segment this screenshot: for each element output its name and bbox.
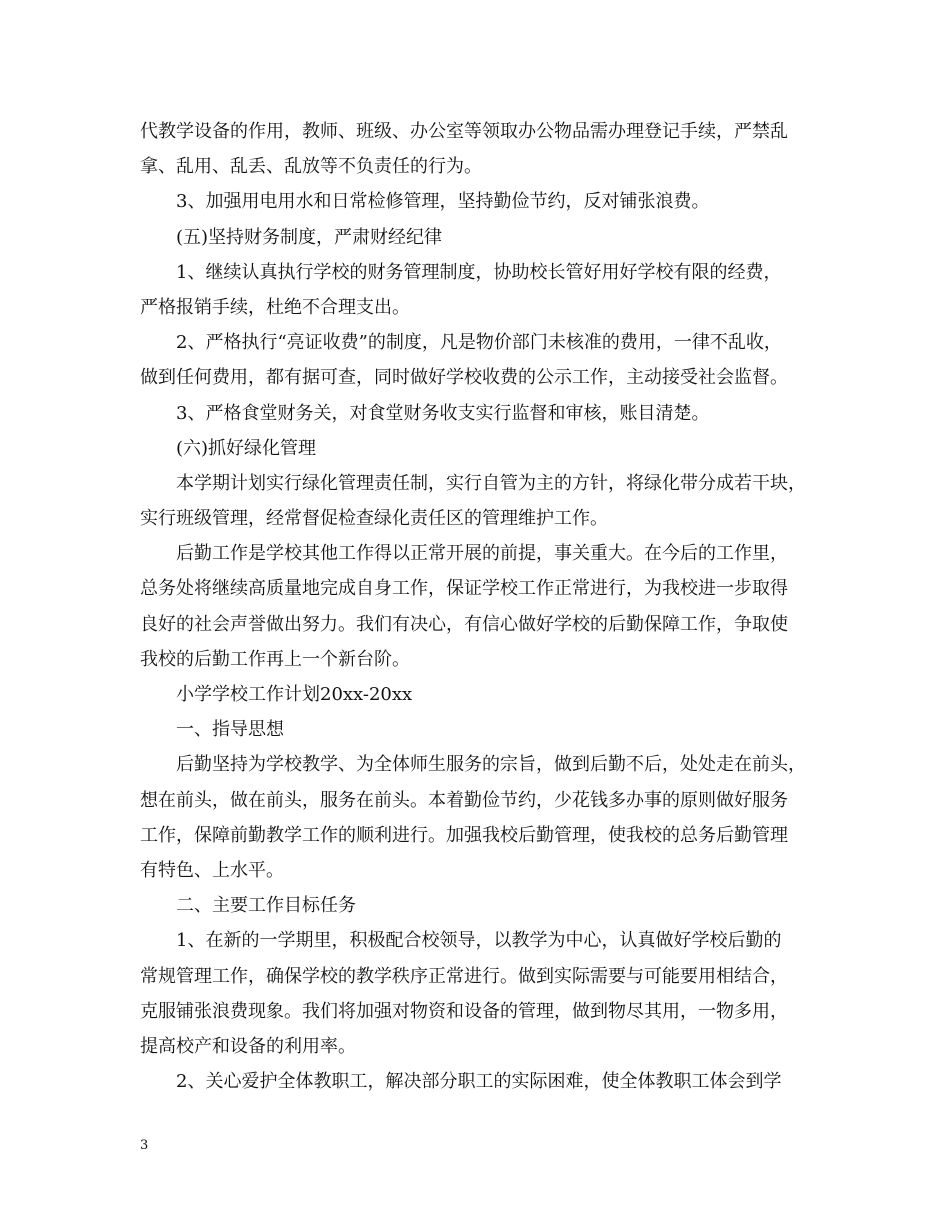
paragraph-line: 想在前头，做在前头，服务在前头。本着勤俭节约，少花钱多办事的原则做好服务 — [140, 789, 788, 811]
section-heading: (五)坚持财务制度，严肃财经纪律 — [176, 226, 443, 248]
paragraph-line: 良好的社会声誉做出努力。我们有决心，有信心做好学校的后勤保障工作，争取使 — [140, 613, 788, 635]
paragraph-line: 我校的后勤工作再上一个新台阶。 — [140, 648, 410, 670]
paragraph-line: 1、继续认真执行学校的财务管理制度，协助校长管好用好学校有限的经费， — [176, 261, 782, 283]
paragraph-line: 2、关心爱护全体教职工，解决部分职工的实际困难，使全体教职工体会到学 — [176, 1071, 782, 1093]
paragraph-line: 后勤坚持为学校教学、为全体师生服务的宗旨，做到后勤不后，处处走在前头， — [176, 754, 806, 776]
paragraph-line: 拿、乱用、乱丢、乱放等不负责任的行为。 — [140, 156, 482, 178]
paragraph-line: 后勤工作是学校其他工作得以正常开展的前提，事关重大。在今后的工作里， — [176, 543, 788, 565]
paragraph-line: 严格报销手续，杜绝不合理支出。 — [140, 296, 410, 318]
paragraph-line: 提高校产和设备的利用率。 — [140, 1035, 356, 1057]
paragraph-line: 常规管理工作，确保学校的教学秩序正常进行。做到实际需要与可能要用相结合， — [140, 965, 788, 987]
paragraph-line: 克服铺张浪费现象。我们将加强对物资和设备的管理，做到物尽其用，一物多用， — [140, 1000, 788, 1022]
page-number: 3 — [140, 1138, 149, 1153]
paragraph-line: 实行班级管理，经常督促检查绿化责任区的管理维护工作。 — [140, 508, 608, 530]
section-heading: 二、主要工作目标任务 — [176, 895, 356, 917]
paragraph-line: 代教学设备的作用，教师、班级、办公室等领取办公物品需办理登记手续，严禁乱 — [140, 121, 788, 142]
section-heading: (六)抓好绿化管理 — [176, 437, 317, 459]
paragraph-line: 1、在新的一学期里，积极配合校领导，以教学为中心，认真做好学校后勤的 — [176, 930, 782, 952]
paragraph-line: 3、加强用电用水和日常检修管理，坚持勤俭节约，反对铺张浪费。 — [176, 191, 710, 213]
paragraph-line: 本学期计划实行绿化管理责任制，实行自管为主的方针，将绿化带分成若干块， — [176, 472, 806, 494]
paragraph-line: 总务处将继续高质量地完成自身工作，保证学校工作正常进行，为我校进一步取得 — [140, 578, 788, 600]
paragraph-line: 做到任何费用，都有据可查，同时做好学校收费的公示工作，主动接受社会监督。 — [140, 367, 788, 389]
document-body — [140, 114, 840, 1099]
paragraph-line: 有特色、上水平。 — [140, 859, 284, 881]
paragraph-line: 3、严格食堂财务关，对食堂财务收支实行监督和审核，账目清楚。 — [176, 402, 710, 424]
paragraph-line: 2、严格执行“亮证收费”的制度，凡是物价部门未核准的费用，一律不乱收， — [176, 332, 782, 354]
paragraph-line: 工作，保障前勤教学工作的顺利进行。加强我校后勤管理，使我校的总务后勤管理 — [140, 824, 788, 846]
document-title: 小学学校工作计划20xx-20xx — [176, 684, 413, 705]
section-heading: 一、指导思想 — [176, 719, 284, 741]
